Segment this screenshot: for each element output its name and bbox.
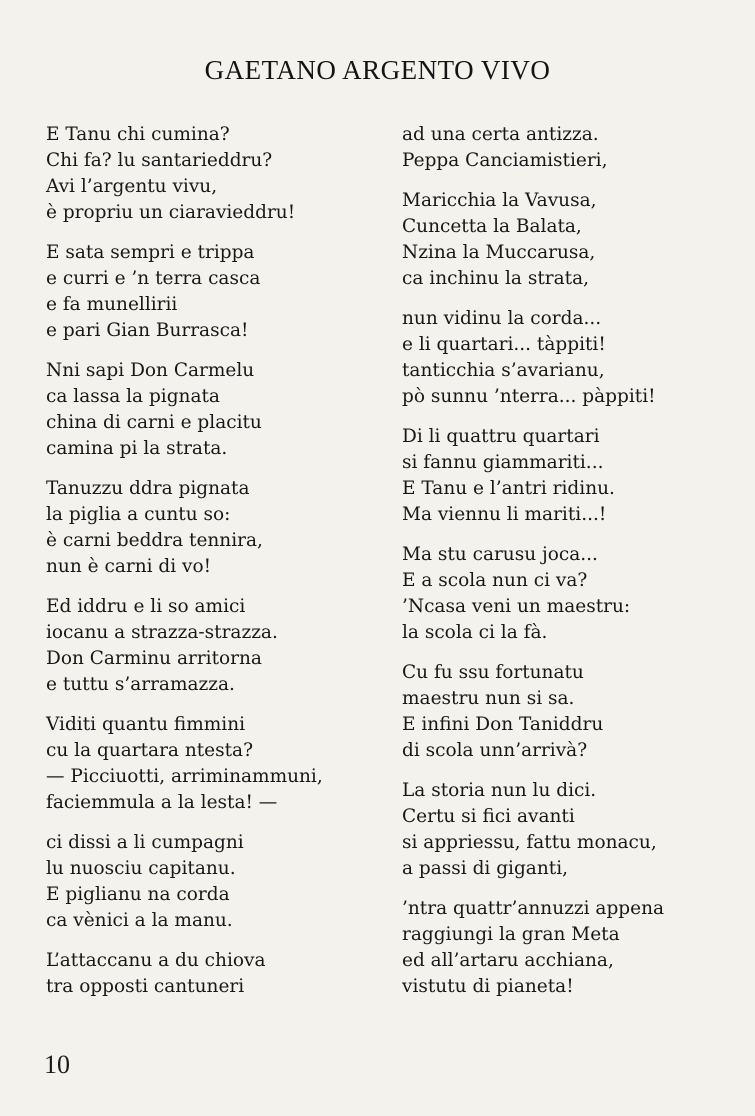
verse-line: Ma stu carusu joca... xyxy=(402,544,598,565)
verse-line: e pari Gian Burrasca! xyxy=(46,320,249,341)
verse-line: maestru nun si sa. xyxy=(402,688,575,709)
stanza xyxy=(402,188,742,292)
verse-line: E a scola nun ci va? xyxy=(402,570,588,591)
verse-line: cu la quartara ntesta? xyxy=(46,740,254,761)
verse-line: e curri e ’n terra casca xyxy=(46,268,261,289)
verse-line: Tanuzzu ddra pignata xyxy=(46,478,250,499)
left-column xyxy=(46,122,386,1014)
verse-line: la piglia a cuntu so: xyxy=(46,504,231,525)
verse-line: ca inchinu la strata, xyxy=(402,268,589,289)
verse-line: vistutu di pianeta! xyxy=(402,976,574,997)
verse-line: è carni beddra tennira, xyxy=(46,530,263,551)
stanza xyxy=(46,240,386,344)
verse-line: E infini Don Taniddru xyxy=(402,714,604,735)
verse-line: Cu fu ssu fortunatu xyxy=(402,662,584,683)
verse-line: Peppa Canciamistieri, xyxy=(402,150,608,171)
verse-line: Avi l’argentu vivu, xyxy=(46,176,218,197)
stanza xyxy=(402,896,742,1000)
verse-line: raggiungi la gran Meta xyxy=(402,924,620,945)
verse-line: la scola ci la fà. xyxy=(402,622,548,643)
verse-line: lu nuosciu capitanu. xyxy=(46,858,236,879)
verse-line: E Tanu e l’antri ridinu. xyxy=(402,478,615,499)
verse-line: E piglianu na corda xyxy=(46,884,230,905)
stanza xyxy=(46,358,386,462)
verse-line: ca lassa la pignata xyxy=(46,386,220,407)
verse-line: e li quartari... tàppiti! xyxy=(402,334,606,355)
verse-line: Maricchia la Vavusa, xyxy=(402,190,597,211)
verse-line: ad una certa antizza. xyxy=(402,124,599,145)
verse-line: ca vènici a la manu. xyxy=(46,910,233,931)
verse-line: di scola unn’arrivà? xyxy=(402,740,588,761)
verse-line: faciemmula a la lesta! — xyxy=(46,792,278,813)
verse-line: La storia nun lu dici. xyxy=(402,780,597,801)
stanza xyxy=(46,712,386,816)
verse-line: pò sunnu ’nterra... pàppiti! xyxy=(402,386,656,407)
verse-line: si appriessu, fattu monacu, xyxy=(402,832,657,853)
verse-line: E sata sempri e trippa xyxy=(46,242,255,263)
page-number: 10 xyxy=(44,1050,70,1079)
verse-line: iocanu a strazza-strazza. xyxy=(46,622,278,643)
verse-line: è propriu un ciaravieddru! xyxy=(46,202,296,223)
verse-line: Viditi quantu fimmini xyxy=(46,714,246,735)
stanza xyxy=(402,122,742,174)
stanza xyxy=(402,306,742,410)
verse-line: ’ntra quattr’annuzzi appena xyxy=(402,898,665,919)
poem-title: GAETANO ARGENTO VIVO xyxy=(204,55,551,85)
stanza xyxy=(46,476,386,580)
stanza xyxy=(46,122,386,226)
verse-line: nun è carni di vo! xyxy=(46,556,212,577)
verse-line: Cuncetta la Balata, xyxy=(402,216,582,237)
verse-line: Chi fa? lu santarieddru? xyxy=(46,150,273,171)
verse-line: Certu si fici avanti xyxy=(402,806,575,827)
stanza xyxy=(402,542,742,646)
verse-line: E Tanu chi cumina? xyxy=(46,124,230,145)
right-column xyxy=(402,122,742,1014)
verse-line: Ma viennu li mariti...! xyxy=(402,504,607,525)
stanza xyxy=(46,948,386,1000)
verse-line: e fa munellirii xyxy=(46,294,178,315)
verse-line: — Picciuotti, arriminammuni, xyxy=(46,766,323,787)
verse-line: ed all’artaru acchiana, xyxy=(402,950,614,971)
verse-line: Di li quattru quartari xyxy=(402,426,600,447)
verse-line: Don Carminu arritorna xyxy=(46,648,262,669)
verse-line: e tuttu s’arramazza. xyxy=(46,674,235,695)
verse-line: Ed iddru e li so amici xyxy=(46,596,246,617)
verse-line: Nzina la Muccarusa, xyxy=(402,242,596,263)
stanza xyxy=(402,778,742,882)
verse-line: a passi di giganti, xyxy=(402,858,568,879)
verse-line: ci dissi a li cumpagni xyxy=(46,832,244,853)
verse-line: Nni sapi Don Carmelu xyxy=(46,360,255,381)
stanza xyxy=(46,594,386,698)
stanza xyxy=(46,830,386,934)
verse-line: L’attaccanu a du chiova xyxy=(46,950,266,971)
verse-line: tra opposti cantuneri xyxy=(46,976,245,997)
verse-line: ’Ncasa veni un maestru: xyxy=(402,596,631,617)
stanza xyxy=(402,660,742,764)
stanza xyxy=(402,424,742,528)
verse-line: tanticchia s’avarianu, xyxy=(402,360,605,381)
verse-line: nun vidinu la corda... xyxy=(402,308,602,329)
verse-line: si fannu giammariti... xyxy=(402,452,604,473)
verse-line: china di carni e placitu xyxy=(46,412,262,433)
verse-line: camina pi la strata. xyxy=(46,438,228,459)
